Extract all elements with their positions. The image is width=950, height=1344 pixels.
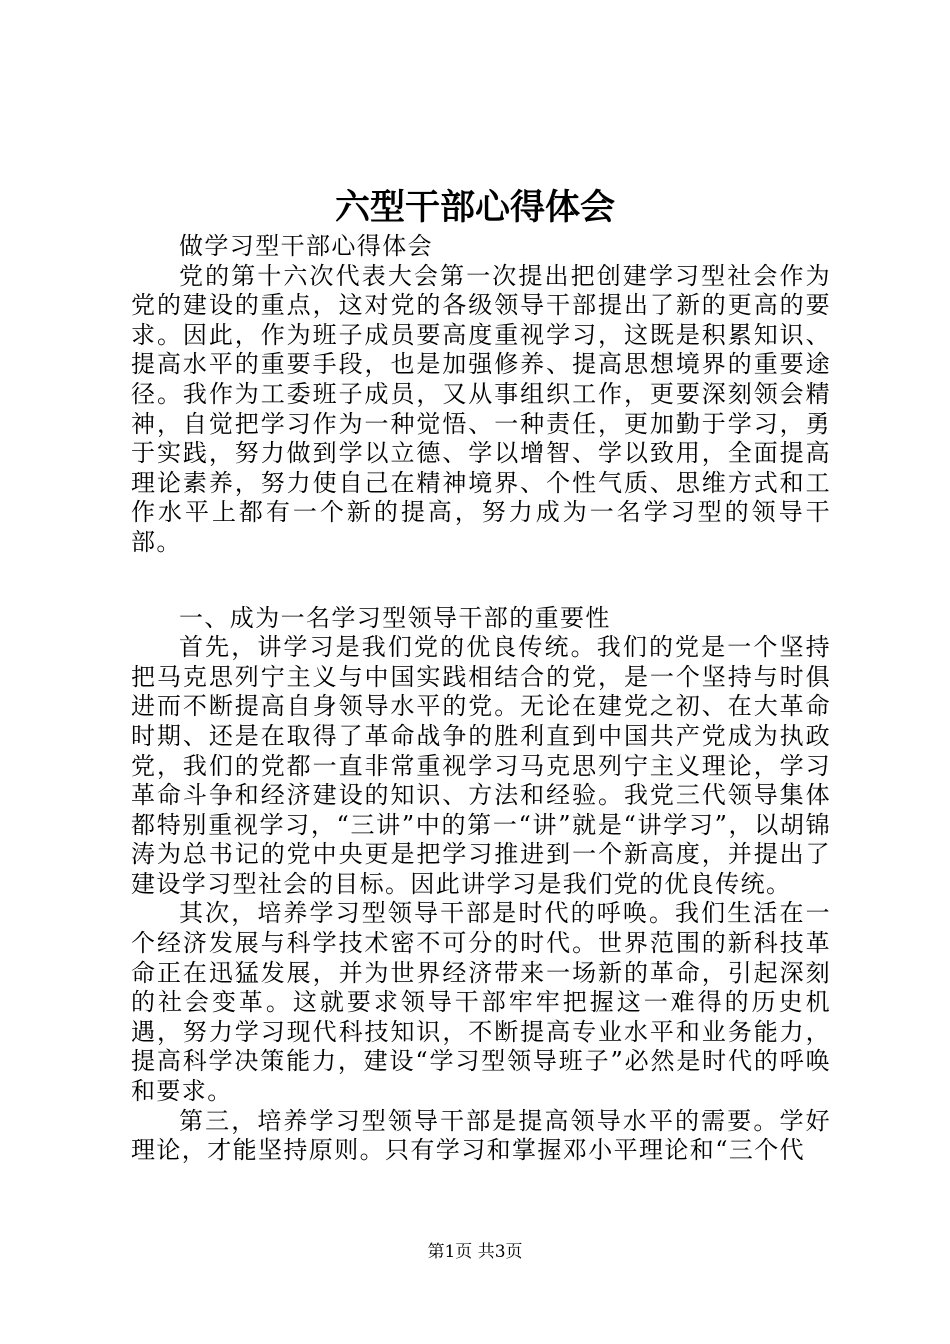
paragraph-gap [131, 558, 831, 604]
subtitle-paragraph: 做学习型干部心得体会 [179, 232, 433, 260]
section-heading: 一、成为一名学习型领导干部的重要性 [179, 603, 611, 632]
third-point-paragraph: 第三，培养学习型领导干部是提高领导水平的需要。学好理论，才能坚持原则。只有学习和掌握邓小平理论和“三个代 [131, 1106, 831, 1165]
first-point-paragraph: 首先，讲学习是我们党的优良传统。我们的党是一个坚持把马克思列宁主义与中国实践相结合的党，是一个坚持与时俱进而不断提高自身领导水平的党。无论在建党之初、在大革命时期、还是在取得了革命战争的胜利直到中国共产党成为执政党，我们的党都一直非常重视学习马克思列宁主义理论，学习革命斗争和经济建设的知识、方法和经验。我党三代领导集体都特别重视学习，“三讲”中的第一“讲”就是“讲学习”，以胡锦涛为总书记的党中央更是把学习推进到一个新高度，并提出了建设学习型社会的目标。因此讲学习是我们党的优良传统。 [131, 633, 831, 898]
document-title: 六型干部心得体会 [334, 188, 615, 228]
page-footer: 第1页 共3页 [427, 1242, 523, 1262]
second-point-paragraph: 其次，培养学习型领导干部是时代的呼唤。我们生活在一个经济发展与科学技术密不可分的时代。世界范围的新科技革命正在迅猛发展，并为世界经济带来一场新的革命，引起深刻的社会变革。这就要求领导干部牢牢把握这一难得的历史机遇，努力学习现代科技知识，不断提高专业水平和业务能力，提高科学决策能力，建设“学习型领导班子”必然是时代的呼唤和要求。 [131, 899, 831, 1106]
intro-paragraph: 党的第十六次代表大会第一次提出把创建学习型社会作为党的建设的重点，这对党的各级领导干部提出了新的更高的要求。因此，作为班子成员要高度重视学习，这既是积累知识、提高水平的重要手段，也是加强修养、提高思想境界的重要途径。我作为工委班子成员，又从事组织工作，更要深刻领会精神，自觉把学习作为一种觉悟、一种责任，更加勤于学习，勇于实践，努力做到学以立德、学以增智、学以致用，全面提高理论素养，努力使自己在精神境界、个性气质、思维方式和工作水平上都有一个新的提高，努力成为一名学习型的领导干部。 [131, 261, 831, 556]
document-body [131, 232, 831, 1166]
